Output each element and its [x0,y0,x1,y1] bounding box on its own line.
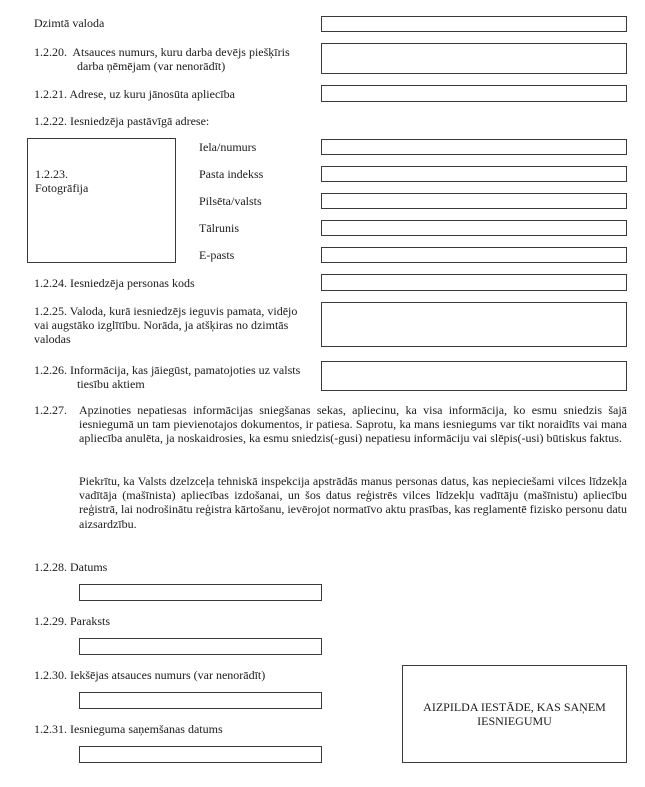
city-country-label: Pilsēta/valsts [199,194,262,208]
reference-number-label [34,45,290,59]
email-label: E-pasts [199,248,235,262]
legal-info-label-line1: 1.2.26. Informācija, kas jāiegūst, pamatojoties uz valsts [34,363,301,377]
internal-reference-field[interactable] [79,692,322,709]
photo-label: Fotogrāfija [35,181,89,195]
reference-number-index: 1.2.20. [34,45,67,59]
date-label: 1.2.28. Datums [34,560,108,574]
date-field[interactable] [79,584,322,601]
received-date-field[interactable] [79,746,322,763]
legal-info-label-line2: tiesību aktiem [77,377,145,391]
internal-reference-label: 1.2.30. Iekšējas atsauces numurs (var nenorādīt) [34,668,266,682]
office-use-line1: AIZPILDA IESTĀDE, KAS SAŅEM [423,700,606,714]
education-language-label-line3: valodas [34,332,71,346]
certificate-address-field[interactable] [321,85,627,102]
education-language-label-line2: vai augstāko izglītību. Norāda, ja atšķiras no dzimtās [34,318,289,332]
office-use-box [402,665,627,763]
permanent-address-heading: 1.2.22. Iesniedzēja pastāvīgā adrese: [34,114,210,128]
certificate-address-label: 1.2.21. Adrese, uz kuru jānosūta apliecība [34,87,235,101]
office-use-text [403,700,626,728]
declaration-paragraph-2: Piekrītu, ka Valsts dzelzceļa tehniskā inspekcija apstrādās manus personas datus, kas nepieciešami vilces līdzekļa vadītāja (mašīnista) apliecības izdošanai, un šos datus reģistrēs vilces līdzekļu vadītāju (mašīnistu) apliecību reģistrā, lai nodrošinātu reģistra kārtošanu, ievērojot normatīvo aktu prasības, kas reglamentē fizisko personu datu aizsardzību. [79,474,627,531]
signature-label: 1.2.29. Paraksts [34,614,110,628]
signature-field[interactable] [79,638,322,655]
declaration-paragraph-1: Apzinoties nepatiesas informācijas sniegšanas sekas, apliecinu, ka visa informācija, ko esmu sniedzis šajā iesniegumā un tam pievienotajos dokumentos, ir patiesa. Saprotu, ka mans iesniegums var tikt noraidīts vai mana apliecība anulēta, ja noskaidrosies, ka esmu sniedzis(-gusi) nepatiesu informāciju vai slēpis(-usi) būtiskus faktus. [79,403,627,446]
email-field[interactable] [321,247,627,263]
city-country-field[interactable] [321,193,627,209]
reference-number-field[interactable] [321,43,627,74]
photo-box[interactable] [27,138,176,263]
declaration-number: 1.2.27. [34,403,67,417]
personal-code-label: 1.2.24. Iesniedzēja personas kods [34,276,195,290]
reference-number-text-line1: Atsauces numurs, kuru darba devējs piešķīris [72,45,290,59]
native-language-label: Dzimtā valoda [34,16,105,30]
postal-code-field[interactable] [321,166,627,182]
legal-info-field[interactable] [321,361,627,391]
received-date-label: 1.2.31. Iesnieguma saņemšanas datums [34,722,223,736]
street-label: Iela/numurs [199,140,257,154]
education-language-field[interactable] [321,302,627,347]
photo-number: 1.2.23. [35,167,68,181]
native-language-field[interactable] [321,16,627,32]
phone-field[interactable] [321,220,627,236]
personal-code-field[interactable] [321,274,627,291]
phone-label: Tālrunis [199,221,239,235]
reference-number-text-line2: darba ņēmējam (var nenorādīt) [77,59,226,73]
street-field[interactable] [321,139,627,155]
education-language-label-line1: 1.2.25. Valoda, kurā iesniedzējs ieguvis pamata, vidējo [34,304,298,318]
office-use-line2: IESNIEGUMU [477,714,552,728]
postal-code-label: Pasta indekss [199,167,264,181]
